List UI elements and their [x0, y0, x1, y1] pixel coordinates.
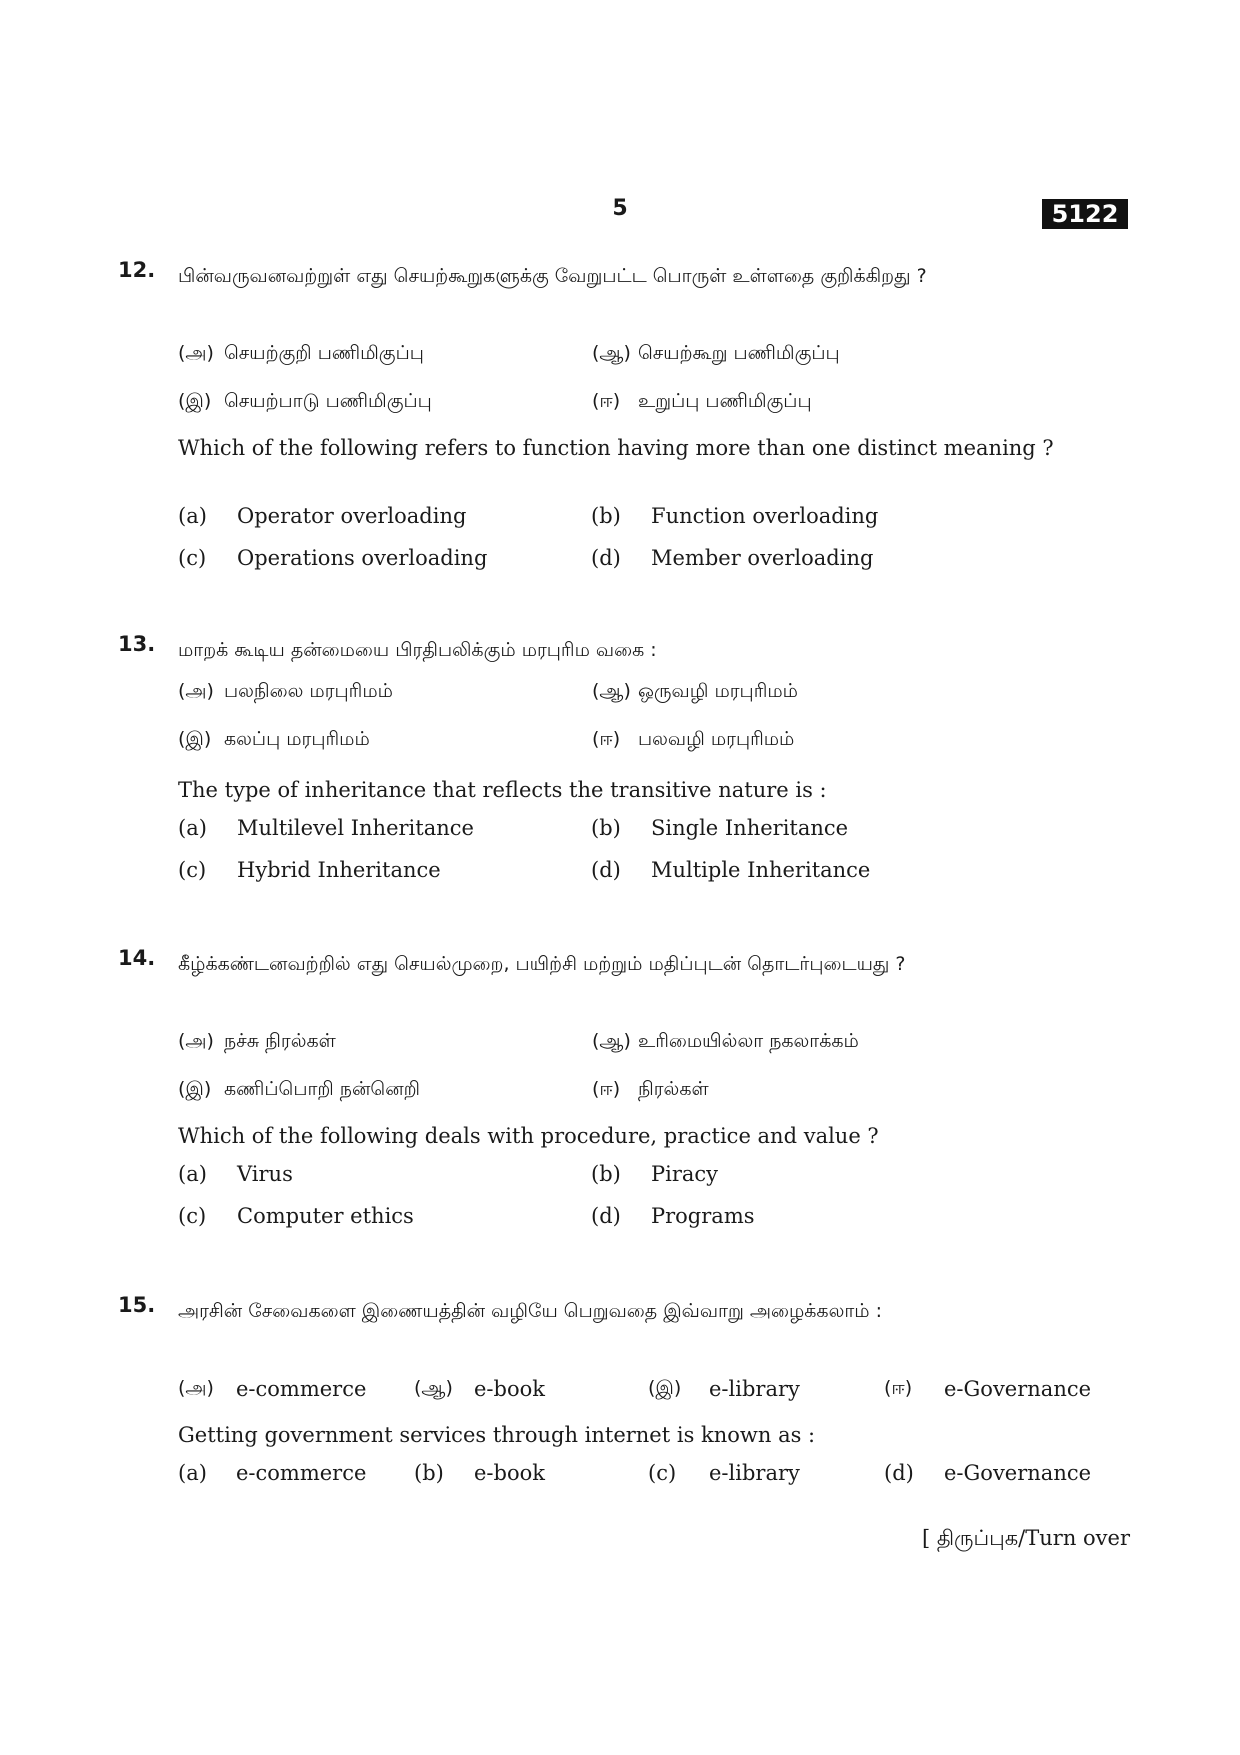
- option-label: (ஆ): [592, 1030, 631, 1052]
- option-text: பலவழி மரபுரிமம்: [638, 728, 795, 750]
- option-label: (b): [414, 1461, 444, 1485]
- option-label: (அ): [178, 1377, 214, 1399]
- option-label: (அ): [178, 680, 214, 702]
- option-label: (இ): [178, 1078, 212, 1100]
- option-text: e-Governance: [944, 1461, 1092, 1485]
- tamil-options-row: [178, 390, 1158, 426]
- tamil-question-text: அரசின் சேவைகளை இணையத்தின் வழியே பெறுவதை இவ்வாறு அழைக்கலாம் :: [178, 1300, 883, 1322]
- option-text: உறுப்பு பணிமிகுப்பு: [638, 390, 812, 412]
- option-text: செயற்பாடு பணிமிகுப்பு: [224, 390, 432, 412]
- option-label: (அ): [178, 342, 214, 364]
- option-text: ஒருவழி மரபுரிமம்: [638, 680, 798, 702]
- option-text: Member overloading: [651, 546, 874, 570]
- tamil-question-text: மாறக் கூடிய தன்மையை பிரதிபலிக்கும் மரபுரிம வகை :: [178, 639, 657, 661]
- tamil-options-row: [178, 728, 1158, 764]
- turn-over-note: [ திருப்புக/Turn over: [921, 1526, 1130, 1550]
- tamil-options-row: [178, 342, 1158, 378]
- option-text: e-commerce: [236, 1377, 367, 1401]
- tamil-question-text: பின்வருவனவற்றுள் எது செயற்கூறுகளுக்கு வேறுபட்ட பொருள் உள்ளதை குறிக்கிறது ?: [178, 265, 927, 287]
- option-text: செயற்கூறு பணிமிகுப்பு: [638, 342, 840, 364]
- option-label: (ஈ): [592, 1078, 621, 1100]
- option-label: (c): [178, 1204, 207, 1228]
- page-number: 5: [612, 196, 628, 221]
- english-options-row: [178, 504, 1158, 540]
- option-label: (b): [591, 504, 621, 528]
- option-text: e-library: [709, 1461, 800, 1485]
- option-text: கணிப்பொறி நன்னெறி: [224, 1078, 420, 1100]
- option-label: (a): [178, 1461, 207, 1485]
- option-text: நச்சு நிரல்கள்: [224, 1030, 336, 1052]
- english-options-row: [178, 1162, 1158, 1198]
- option-label: (d): [591, 546, 621, 570]
- option-label: (ஆ): [592, 680, 631, 702]
- english-question-text: Which of the following refers to function having more than one distinct meaning ?: [178, 436, 1054, 460]
- option-text: e-library: [709, 1377, 800, 1401]
- tamil-options-row: [178, 680, 1158, 716]
- option-label: (அ): [178, 1030, 214, 1052]
- question-number: 15.: [118, 1293, 156, 1317]
- option-text: Hybrid Inheritance: [237, 858, 441, 882]
- option-label: (d): [884, 1461, 914, 1485]
- option-text: e-Governance: [944, 1377, 1092, 1401]
- option-label: (ஈ): [592, 728, 621, 750]
- english-options-row: [178, 816, 1158, 852]
- option-text: e-commerce: [236, 1461, 367, 1485]
- option-label: (இ): [178, 390, 212, 412]
- option-text: பலநிலை மரபுரிமம்: [224, 680, 393, 702]
- option-text: Multilevel Inheritance: [237, 816, 474, 840]
- option-label: (a): [178, 816, 207, 840]
- tamil-options-row: [178, 1078, 1158, 1114]
- option-label: (d): [591, 858, 621, 882]
- question-number: 13.: [118, 632, 156, 656]
- option-label: (d): [591, 1204, 621, 1228]
- tamil-options-row: [178, 1030, 1158, 1066]
- question-number: 14.: [118, 946, 156, 970]
- option-text: e-book: [474, 1461, 545, 1485]
- english-options-row: [178, 546, 1158, 582]
- option-text: e-book: [474, 1377, 545, 1401]
- option-label: (ஈ): [592, 390, 621, 412]
- option-label: (இ): [178, 728, 212, 750]
- option-label: (a): [178, 504, 207, 528]
- option-label: (ஆ): [592, 342, 631, 364]
- option-text: Function overloading: [651, 504, 879, 528]
- option-label: (a): [178, 1162, 207, 1186]
- option-label: (இ): [648, 1377, 682, 1399]
- option-text: Single Inheritance: [651, 816, 849, 840]
- question-number: 12.: [118, 258, 156, 282]
- option-text: உரிமையில்லா நகலாக்கம்: [638, 1030, 859, 1052]
- english-options-row: [178, 1461, 1158, 1497]
- option-label: (b): [591, 1162, 621, 1186]
- english-question-text: Which of the following deals with procedure, practice and value ?: [178, 1124, 879, 1148]
- option-text: Operator overloading: [237, 504, 467, 528]
- option-label: (c): [648, 1461, 677, 1485]
- option-text: Piracy: [651, 1162, 719, 1186]
- option-label: (b): [591, 816, 621, 840]
- english-options-row: [178, 1204, 1158, 1240]
- english-question-text: The type of inheritance that reflects the transitive nature is :: [178, 778, 827, 802]
- english-question-text: Getting government services through internet is known as :: [178, 1423, 816, 1447]
- option-text: Virus: [237, 1162, 293, 1186]
- tamil-options-row: [178, 1377, 1158, 1413]
- paper-code-badge: 5122: [1042, 199, 1128, 229]
- option-text: Computer ethics: [237, 1204, 414, 1228]
- option-text: Multiple Inheritance: [651, 858, 871, 882]
- option-text: நிரல்கள்: [638, 1078, 709, 1100]
- option-text: கலப்பு மரபுரிமம்: [224, 728, 370, 750]
- option-text: Programs: [651, 1204, 755, 1228]
- english-options-row: [178, 858, 1158, 894]
- option-label: (ஈ): [884, 1377, 913, 1399]
- option-text: செயற்குறி பணிமிகுப்பு: [224, 342, 424, 364]
- option-label: (c): [178, 546, 207, 570]
- tamil-question-text: கீழ்க்கண்டனவற்றில் எது செயல்முறை, பயிற்சி மற்றும் மதிப்புடன் தொடர்புடையது ?: [178, 953, 906, 975]
- option-label: (ஆ): [414, 1377, 453, 1399]
- option-text: Operations overloading: [237, 546, 488, 570]
- option-label: (c): [178, 858, 207, 882]
